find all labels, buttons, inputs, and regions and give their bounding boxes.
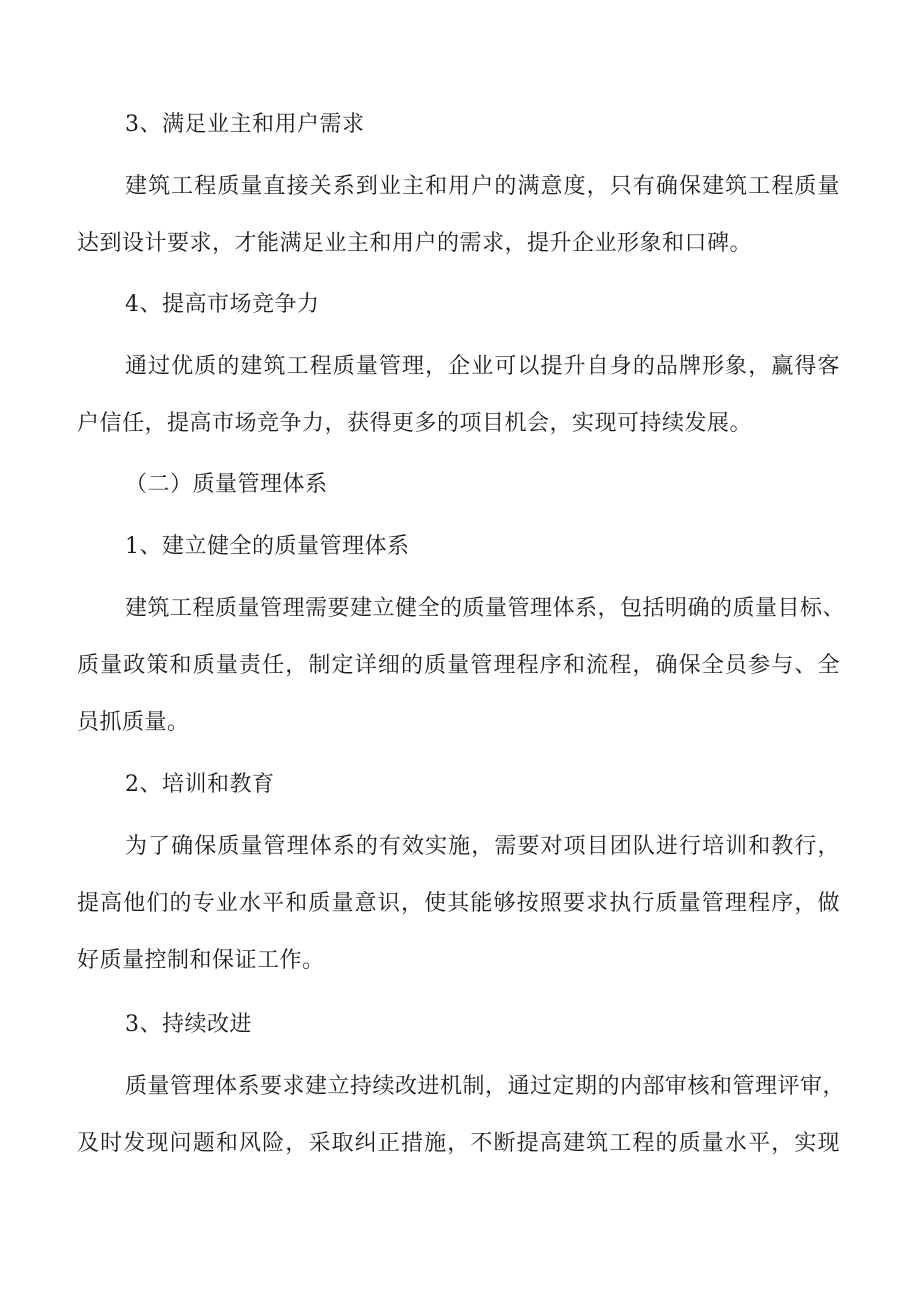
paragraph-line: 为了确保质量管理体系的有效实施，需要对项目团队进行培训和教行， — [125, 834, 840, 859]
paragraph-line: 质量管理体系要求建立持续改进机制，通过定期的内部审核和管理评审， — [125, 1074, 846, 1099]
heading-1-establish-system: 1、建立健全的质量管理体系 — [125, 534, 410, 559]
heading-3-continuous-improvement: 3、持续改进 — [125, 1012, 252, 1037]
paragraph-line: 通过优质的建筑工程质量管理，企业可以提升自身的品牌形象，赢得客 — [125, 354, 840, 379]
section-heading-quality-system: （二）质量管理体系 — [125, 472, 328, 497]
paragraph-line: 建筑工程质量管理需要建立健全的质量管理体系，包括明确的质量目标、 — [125, 596, 846, 621]
paragraph-line: 户信任，提高市场竞争力，获得更多的项目机会，实现可持续发展。 — [77, 411, 753, 436]
paragraph-line: 达到设计要求，才能满足业主和用户的需求，提升企业形象和口碑。 — [77, 231, 753, 256]
paragraph-line: 建筑工程质量直接关系到业主和用户的满意度，只有确保建筑工程质量 — [125, 174, 840, 199]
paragraph-line: 好质量控制和保证工作。 — [77, 948, 325, 973]
heading-4-market-competitiveness: 4、提高市场竞争力 — [125, 292, 320, 317]
paragraph-line: 员抓质量。 — [77, 710, 190, 735]
heading-3-meet-owner-needs: 3、满足业主和用户需求 — [125, 112, 365, 137]
paragraph-line: 及时发现问题和风险，采取纠正措施，不断提高建筑工程的质量水平，实现 — [77, 1131, 840, 1156]
paragraph-line: 质量政策和质量责任，制定详细的质量管理程序和流程，确保全员参与、全 — [77, 653, 840, 678]
paragraph-line: 提高他们的专业水平和质量意识，使其能够按照要求执行质量管理程序，做 — [77, 891, 840, 916]
heading-2-training: 2、培训和教育 — [125, 772, 275, 797]
